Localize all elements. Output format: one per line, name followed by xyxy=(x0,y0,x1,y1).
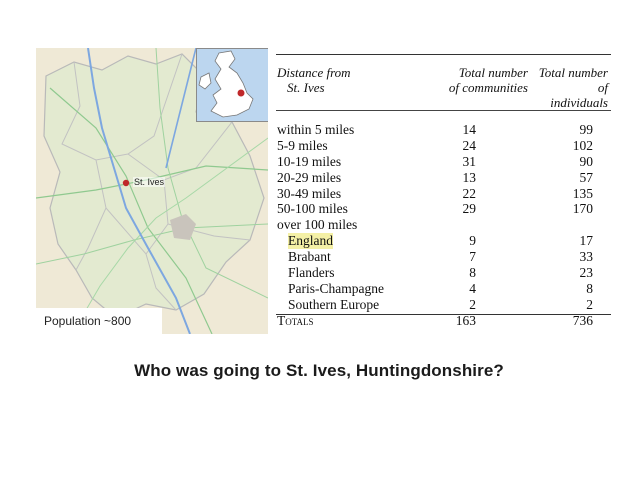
distance-table xyxy=(276,48,611,334)
table-row: Flanders 8 23 xyxy=(288,265,593,281)
inset-locator-map xyxy=(196,48,268,122)
town-label: St. Ives xyxy=(134,177,165,187)
table-row: Brabant 7 33 xyxy=(288,249,593,265)
county-map xyxy=(36,48,268,334)
header-individuals: Total number of individuals xyxy=(538,65,608,110)
table-body xyxy=(276,122,611,329)
table-row: Southern Europe 2 2 xyxy=(288,296,593,312)
table-rule-header xyxy=(276,110,611,111)
table-row: 50-100 miles 29 170 xyxy=(277,201,593,217)
table-rule-bottom xyxy=(276,314,611,315)
table-row: within 5 miles 14 99 xyxy=(277,122,593,137)
table-row: 10-19 miles 31 90 xyxy=(277,153,593,169)
population-label: Population ~800 xyxy=(36,308,162,334)
table-row: 5-9 miles 24 102 xyxy=(277,137,593,153)
table-rule-top xyxy=(276,54,611,55)
table-row: Paris-Champagne 4 8 xyxy=(288,280,593,296)
table-row-group: over 100 miles xyxy=(277,217,358,233)
highlighted-cell: England xyxy=(288,233,333,249)
table-row: England 9 17 xyxy=(288,233,593,249)
table-row: 20-29 miles 13 57 xyxy=(277,169,593,185)
table-row: 30-49 miles 22 135 xyxy=(277,185,593,201)
slide-caption: Who was going to St. Ives, Huntingdonshire? xyxy=(134,361,504,380)
table-row-totals: Totals 163 736 xyxy=(277,312,593,328)
header-communities: Total number of communities xyxy=(448,65,528,95)
header-distance: Distance from St. Ives xyxy=(277,65,351,95)
